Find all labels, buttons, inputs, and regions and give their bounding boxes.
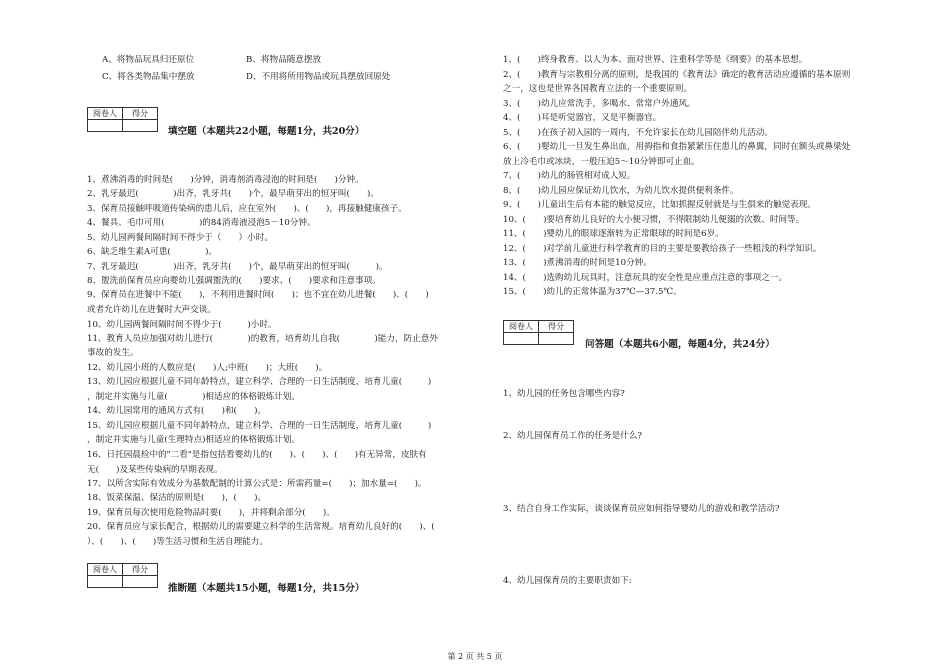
fill-question-line: ，制定并实施与儿童( )相适应的体格锻炼计划。	[87, 392, 300, 402]
option-a: A、将物品玩具归还原位	[102, 55, 195, 65]
judge-question-line: 8、( )幼儿园应保证幼儿饮水，为幼儿饮水提供便利条件。	[503, 186, 739, 196]
reviewer-label: 阅卷人	[504, 321, 539, 333]
fill-question-line: ）、( )、( )等生活习惯和生活自理能力。	[87, 537, 268, 547]
option-d: D、不用将所用物品或玩具摆放回原处	[246, 72, 391, 82]
fill-question-line: 18、饭菜保温、保洁的原则是( )，( )。	[87, 493, 267, 503]
fill-question-line: 20、保育员应与家长配合，根据幼儿的需要建立科学的生活常规。培育幼儿良好的( )、(	[87, 522, 452, 532]
fill-question-line: 8、盥洗前保育员应向婴幼儿强调盥洗的( )要求、( )要求和注意事项。	[87, 276, 381, 286]
fill-question-line: 无( )及某些传染病的早期表现。	[87, 465, 223, 475]
judge-question-line: 15、( )幼儿的正常体温为37℃—37.5℃。	[503, 287, 682, 297]
fill-question-line: 11、教育人员应加强对幼儿进行( )的教育，培育幼儿自我( )能力，防止意外	[87, 334, 438, 344]
fill-question-line: 4、餐具、毛巾可用( )的84消毒液浸泡5－10分钟。	[87, 218, 316, 228]
judge-section-title: 推断题（本题共15小题，每题1分，共15分）	[168, 583, 365, 594]
fill-section-title: 填空题（本题共22小题，每题1分，共20分）	[168, 126, 365, 137]
reviewer-cell	[88, 120, 123, 132]
score-cell	[123, 576, 158, 588]
fill-question-line: 13、幼儿园应根据儿童不同年龄特点，建立科学、合理的一日生活制度，培育儿童( )	[87, 377, 432, 387]
option-c: C、将各类物品集中摆放	[102, 72, 195, 82]
option-b: B、将物品随意摆放	[246, 55, 322, 65]
reviewer-cell	[88, 576, 123, 588]
fill-question-line: 1、煮沸消毒的时间是( )分钟，消毒剂消毒浸泡的时间是( )分钟。	[87, 175, 364, 185]
fill-question-line: 9、保育员在进餐中不能( )，不利用进餐时间( )；也不宜在幼儿进餐( )、( )	[87, 290, 429, 300]
page-footer: 第 2 页 共 5 页	[447, 652, 503, 661]
reviewer-label: 阅卷人	[88, 564, 123, 576]
fill-question-line: 16、日托园晨检中的"二看"是指包括看婴幼儿的( )、( )、( )有无异常，皮肤有	[87, 450, 427, 460]
judge-question-line: 2、( )教育与宗教相分离的原则，是我国的《教育法》确定的教育活动应遵循的基本原则	[503, 70, 851, 80]
fill-question-line: 14、幼儿园常用的通风方式有( )和( )。	[87, 406, 267, 416]
judge-question-line: 13、( )煮沸消毒的时间是10分钟。	[503, 258, 652, 268]
judge-question-line: 1、( )终身教育、以人为本、面对世界、注重科学等是《纲要》的基本思想。	[503, 55, 808, 65]
fill-question-line: 3、保育员接触呼吸道传染病的患儿后，应在室外( )、( )，再接触健康孩子。	[87, 204, 407, 214]
judge-question-line: 14、( )选购幼儿玩具时，注意玩具的安全性是应重点注意的事项之一。	[503, 273, 788, 283]
fill-question-line: 6、缺乏维生素A可患( )。	[87, 247, 218, 257]
score-box-qa	[503, 320, 574, 345]
qa-question-1: 1、幼儿园的任务包含哪些内容?	[503, 389, 625, 399]
score-cell	[123, 120, 158, 132]
score-label: 得分	[123, 564, 158, 576]
reviewer-label: 阅卷人	[88, 108, 123, 120]
judge-question-line: 3、( )幼儿应常洗手，多喝水、常常户外通风。	[503, 99, 696, 109]
qa-section-title: 问答题（本题共6小题，每题4分，共24分）	[585, 339, 775, 350]
fill-question-line: 15、幼儿园应根据儿童不同年龄特点，建立科学、合理的一日生活制度，培育儿童( )	[87, 421, 432, 431]
judge-question-line: 7、( )幼儿的肠管相对成人短。	[503, 171, 636, 181]
fill-question-line: 2、乳牙最迟( )出齐，乳牙共( )个，最早萌芽出的恒牙叫( )。	[87, 189, 379, 199]
fill-question-line: 12、幼儿园小班的人数应是( )人;中班( )；大班( )。	[87, 363, 328, 373]
reviewer-cell	[504, 333, 539, 345]
score-box-fill	[87, 107, 158, 132]
fill-question-line: 5、幼儿园两餐间隔时间不得少于（ ）小时。	[87, 233, 273, 243]
qa-question-4: 4、幼儿园保育员的主要职责如下:	[503, 576, 632, 586]
judge-question-line: 12、( )对学前儿童进行科学教育的目的主要是要教给孩子一些粗浅的科学知识。	[503, 244, 822, 254]
score-box-judge	[87, 563, 158, 588]
judge-question-line: 9、( )儿童出生后有本能的触觉反应，比如抓握反射就是与生俱来的触觉表现。	[503, 200, 816, 210]
judge-question-line: 之一，这也是世界各国教育立法的一个重要原则。	[503, 84, 693, 94]
fill-question-line: 10、幼儿园两餐间隔时间不得少于( )小时。	[87, 320, 277, 330]
fill-question-line: 或者允许幼儿在进餐时大声交谈。	[87, 305, 216, 315]
score-label: 得分	[123, 108, 158, 120]
fill-question-line: 19、保育员每次使用危险物品时要( )，并将剩余部分( )。	[87, 508, 335, 518]
score-label: 得分	[539, 321, 574, 333]
judge-question-line: 6、( )婴幼儿一旦发生鼻出血，用拇指和食指紧紧压住患儿的鼻翼，同时在额头或鼻梁处	[503, 142, 851, 152]
fill-question-line: 17、以所含实际有效成分为基数配制的计算公式是：所需药量=( )；加水量=( )。	[87, 479, 427, 489]
judge-question-line: 4、( )耳是听觉器官，又是平衡器官。	[503, 113, 662, 123]
judge-question-line: 放上冷毛巾或冰块，一般压迫5～10分钟即可止血。	[503, 157, 700, 167]
qa-question-3: 3、结合自身工作实际，谈谈保育员应如何指导婴幼儿的游戏和教学活动?	[503, 504, 780, 514]
score-cell	[539, 333, 574, 345]
judge-question-line: 10、( )要培育幼儿良好的大小便习惯，不得限制幼儿便溺的次数、时间等。	[503, 215, 805, 225]
fill-question-line: 事故的发生。	[87, 348, 139, 358]
fill-question-line: ，制定并实施与儿童(生理特点)相适应的体格锻炼计划。	[87, 435, 300, 445]
judge-question-line: 11、( )婴幼儿的眼球逐渐转为正常眼球的时间是6岁。	[503, 229, 724, 239]
fill-question-line: 7、乳牙最迟( )出齐，乳牙共( )个，最早萌芽出的恒牙叫( )。	[87, 262, 388, 272]
qa-question-2: 2、幼儿园保育员工作的任务是什么?	[503, 431, 642, 441]
judge-question-line: 5、( )在孩子初入园的一周内，不允许家长在幼儿园陪伴幼儿活动。	[503, 128, 773, 138]
